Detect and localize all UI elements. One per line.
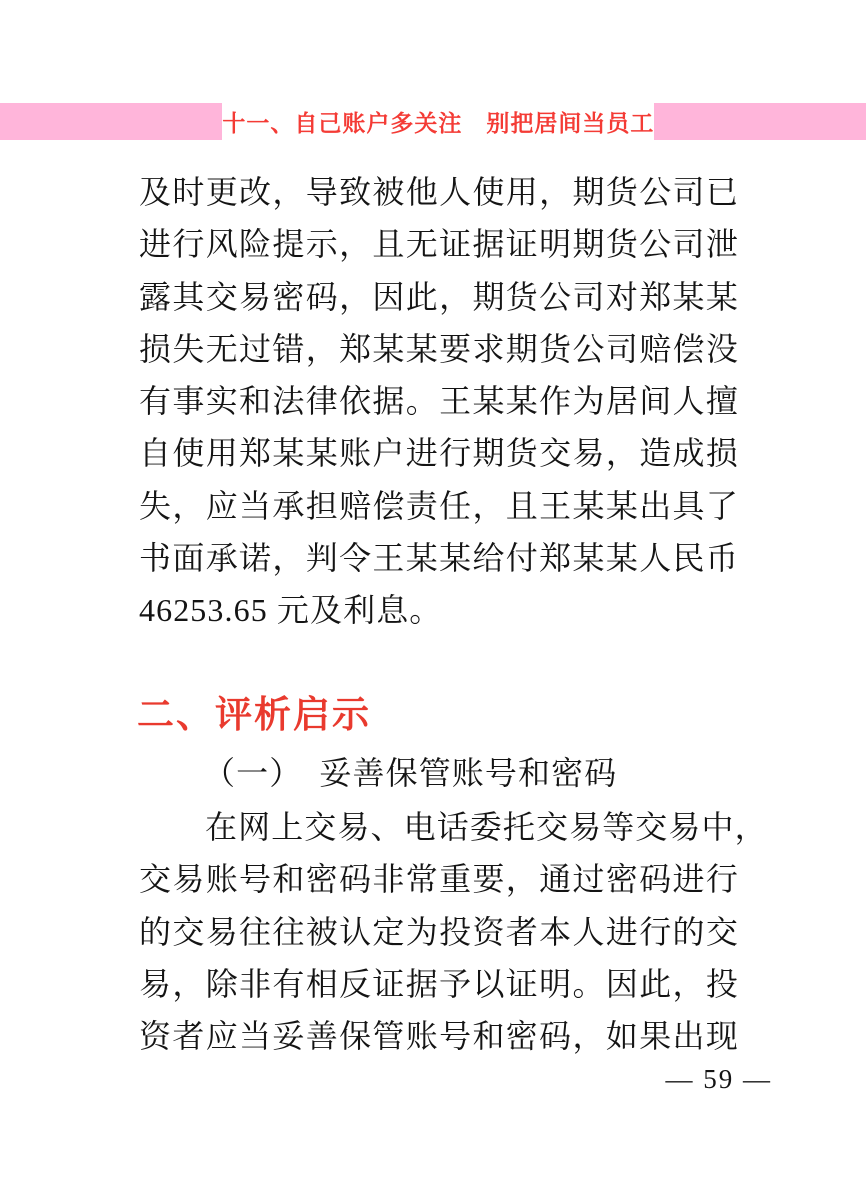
text-line: 损失无过错，郑某某要求期货公司赔偿没 [139,330,739,367]
text-line: 书面承诺，判令王某某给付郑某某人民币 [139,540,739,577]
page-number: — 59 — [665,1064,772,1094]
running-head-title-box [222,103,654,140]
text-line: 的交易往往被认定为投资者本人进行的交 [139,913,739,950]
pink-bar-left [0,103,222,140]
pink-bar-right [654,103,866,140]
text-line: 进行风险提示，且无证据证明期货公司泄 [139,226,739,263]
subsection-heading: （一） 妥善保管账号和密码 [203,755,618,791]
text-line: 自使用郑某某账户进行期货交易，造成损 [139,435,739,472]
text-line: 失，应当承担赔偿责任，且王某某出具了 [139,487,739,524]
running-head-title: 十一、自己账户多关注 别把居间当员工 [222,110,655,136]
text-line: 有事实和法律依据。王某某作为居间人擅 [139,383,739,420]
running-head [0,103,866,140]
text-line: 资者应当妥善保管账号和密码，如果出现 [139,1018,739,1055]
paragraph-advice [139,801,768,1062]
section-heading: 二、评析启示 [137,694,371,735]
paragraph-case-analysis [139,166,739,637]
text-line: 交易账号和密码非常重要，通过密码进行 [139,861,739,898]
text-line: 在网上交易、电话委托交易等交易中， [205,809,768,845]
text-line: 露其交易密码，因此，期货公司对郑某某 [139,278,739,315]
text-line: 易，除非有相反证据予以证明。因此，投 [139,965,739,1002]
text-line: 及时更改，导致被他人使用，期货公司已 [139,174,739,210]
text-line: 46253.65 元及利息。 [139,592,443,629]
